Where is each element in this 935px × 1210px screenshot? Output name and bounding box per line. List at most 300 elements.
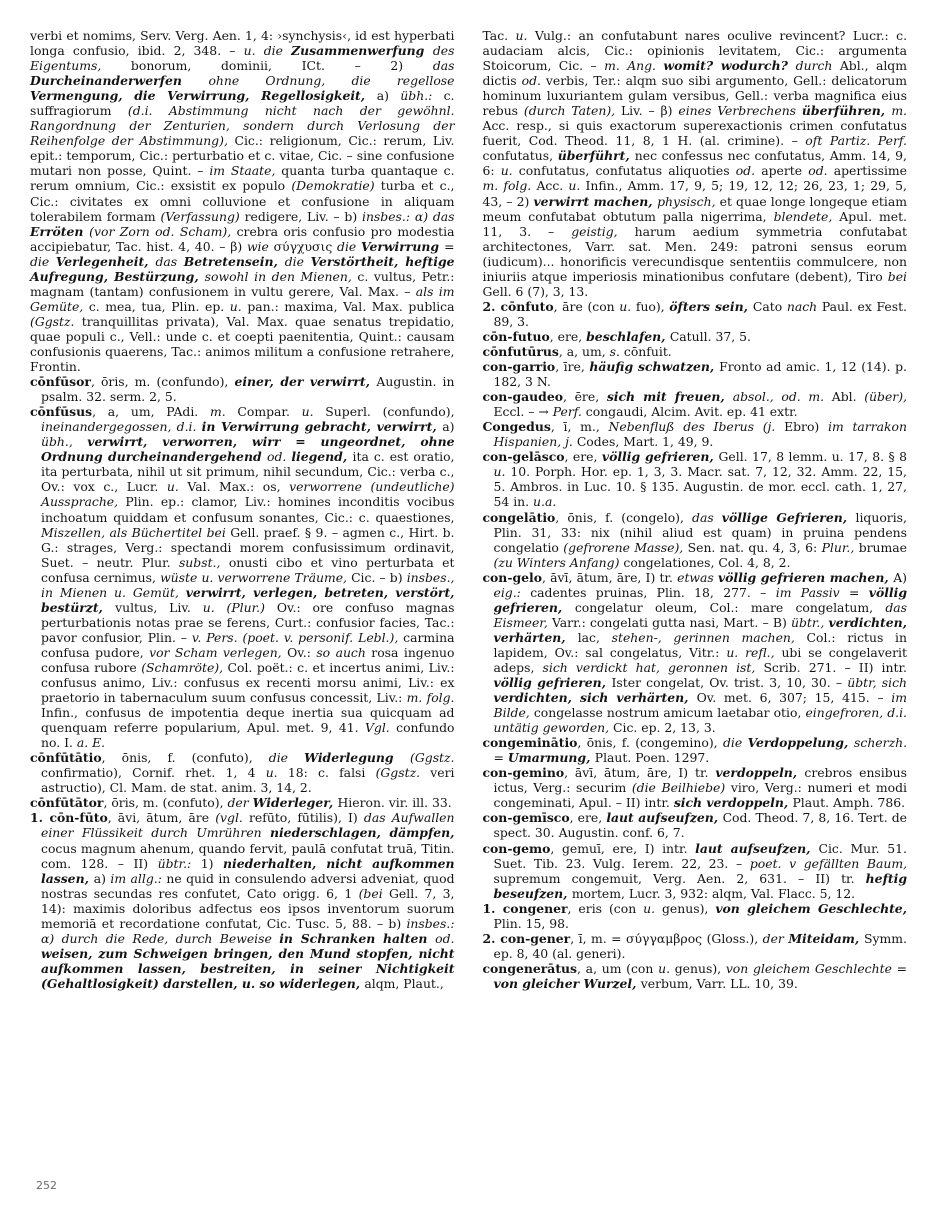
german-gloss: von gleicher Wurzel, bbox=[493, 975, 641, 991]
latin-text: , ōnis, f. (congemino), bbox=[577, 735, 723, 751]
editorial-note: übtr.: bbox=[157, 855, 201, 871]
german-gloss: Durcheinanderwerfen bbox=[30, 73, 209, 89]
editorial-note: durch bbox=[795, 58, 840, 74]
latin-text: Cic.: religionum, Cic.: rerum, Liv. epit.: temporum, Cic.: perturbatio et c. vitae, Cic. – sine confusione mutari non posse, Quint. – bbox=[30, 133, 455, 179]
headword: congelātio bbox=[482, 509, 556, 525]
latin-text: verbi et nomims, Serv. Verg. Aen. 1, 4: ›synchysis‹, id est hyperbati longa confusio, ibid. 2, 348. – bbox=[30, 28, 455, 59]
latin-text: , ī, m., bbox=[550, 419, 609, 435]
editorial-note: das Aufwallen einer Flüssikeit durch Umrühren bbox=[41, 810, 455, 841]
headword: cōnfūsor bbox=[30, 374, 91, 390]
latin-text: congaudi, Alcim. Avit. ep. 41 extr. bbox=[585, 404, 798, 420]
editorial-note: Plur., bbox=[821, 539, 859, 555]
german-gloss: von gleichem Geschlechte, bbox=[715, 900, 907, 916]
latin-text: Infin., confusus de impotentia deque inertia sua quicquam ad quenquam referre popularium, Apul. met. 9, 41. bbox=[41, 705, 455, 736]
latin-text: ubi se congelaverit adeps, bbox=[493, 644, 907, 675]
latin-text: genus), bbox=[674, 960, 726, 976]
editorial-note: od. bbox=[735, 163, 762, 179]
latin-text: Tac. bbox=[482, 28, 516, 43]
editorial-note: Perf. bbox=[552, 404, 586, 420]
editorial-note: (gefrorene Masse), bbox=[563, 539, 688, 555]
editorial-note: sowohl in den Mienen, bbox=[204, 268, 358, 284]
editorial-note: (Ggstz. bbox=[375, 765, 431, 781]
latin-text: confirmatio), Cornif. rhet. 1, 4 bbox=[41, 765, 266, 781]
latin-text: supremum congemuit, Verg. Aen. 2, 631. – II) tr. bbox=[493, 870, 866, 886]
editorial-note: (Ggstz. bbox=[410, 750, 455, 766]
german-gloss: verdichten, verhärten, bbox=[493, 614, 907, 645]
latin-text: Scrib. 271. – II) intr. bbox=[763, 659, 907, 675]
editorial-note: (bei bbox=[358, 885, 390, 901]
editorial-note: physisch, bbox=[657, 193, 720, 209]
editorial-note: (durch Taten), bbox=[523, 103, 621, 119]
german-gloss: verwirrt, verlegen, betreten, verstört, bestürzt, bbox=[41, 584, 455, 615]
editorial-note: im allg.: bbox=[110, 870, 167, 886]
latin-text: redigere, Liv. – b) bbox=[244, 208, 362, 224]
german-gloss: völlige Gefrieren, bbox=[721, 509, 856, 525]
latin-text: Plaut. Poen. 1297. bbox=[594, 750, 710, 766]
headword: Congedus bbox=[482, 419, 551, 435]
latin-text: harum aedium symmetria confutabat architectones, Varr. sat. Men. 249: patroni sensus eorum (iudicum)... honorificis verecundisque sententiis commulcere, non iniuriis atque imperiosis minationibus confutare (debent), Tiro bbox=[482, 223, 907, 284]
german-gloss: Verdoppelung, bbox=[747, 735, 855, 751]
editorial-note: das bbox=[692, 509, 722, 525]
latin-text: Cic. – b) bbox=[351, 569, 407, 585]
latin-text: , āvī, ātum, āre, I) tr. bbox=[541, 569, 678, 585]
german-gloss: Verstörtheit, heftige Aufregung, Bestürzung, bbox=[30, 253, 455, 284]
headword: con-gemo bbox=[482, 840, 551, 856]
greek-text: σύγχυσις bbox=[273, 238, 338, 254]
headword: cōnfūtātio bbox=[30, 750, 102, 766]
editorial-note: (über), bbox=[864, 389, 907, 405]
latin-text: , a, um (con bbox=[577, 960, 659, 976]
latin-text: crebra oris confusio pro modestia accipiebatur, Tac. hist. 4, 40. – β) bbox=[30, 223, 455, 254]
entry-congelo bbox=[483, 570, 908, 736]
german-gloss: verdichten, sich verhärten, bbox=[493, 690, 697, 706]
latin-text: Gell. 17, 8 lemm. u. 17, 8. § 8 bbox=[718, 449, 908, 465]
german-gloss: liegend, bbox=[291, 449, 353, 465]
headword: congenerātus bbox=[482, 960, 578, 976]
editorial-note: im Passiv = bbox=[775, 584, 869, 600]
editorial-note: der bbox=[762, 930, 789, 946]
latin-text: congelationes, Col. 4, 8, 2. bbox=[623, 554, 791, 570]
latin-text: Gell. 7, 3, 14): maximis doloribus adfectus eos ipsos inventorum suorum memoriā et recordatione confutat, Cic. Tusc. 5, 88. – b) bbox=[41, 885, 455, 931]
editorial-note: (zu Winters Anfang) bbox=[493, 554, 624, 570]
entry-confutator bbox=[30, 795, 455, 810]
entry-congeminatio bbox=[483, 735, 908, 765]
german-gloss: öfters sein, bbox=[669, 298, 753, 314]
editorial-note: u. refl., bbox=[726, 644, 782, 660]
latin-text: refūto, fūtilis), I) bbox=[249, 810, 364, 826]
headword: 2. cōnfuto bbox=[482, 298, 554, 314]
editorial-note: (Ggstz. bbox=[30, 313, 82, 329]
german-gloss: Verwirrung bbox=[361, 238, 445, 254]
editorial-note: die bbox=[284, 253, 311, 269]
headword: con-gelo bbox=[482, 569, 542, 585]
latin-text: Apul. met. 11, 3. – bbox=[482, 208, 907, 239]
latin-text: A) bbox=[893, 569, 907, 585]
latin-text: Plaut. Amph. 786. bbox=[792, 795, 906, 811]
latin-text: Vulg.: an confutabunt nares oculive revincent? Lucr.: c. audaciam alcis, Cic.: opinionis levitatem, Cic.: argumenta Stoicorum, Cic. – bbox=[482, 28, 908, 74]
editorial-note: im Staate, bbox=[209, 163, 282, 179]
latin-text: , āre (con bbox=[553, 298, 620, 314]
latin-text: (Gloss.), bbox=[706, 930, 763, 946]
editorial-note: u.a. bbox=[533, 494, 557, 510]
latin-text: Liv. – β) bbox=[620, 103, 679, 119]
latin-text: Superl. (confundo), bbox=[325, 404, 455, 420]
latin-text: cadentes pruinas, Plin. 18, 277. – bbox=[530, 584, 776, 600]
entry-congener-1 bbox=[483, 901, 908, 931]
latin-text: c. suffragiorum bbox=[30, 88, 455, 119]
latin-text: verbum, Varr. LL. 10, 39. bbox=[640, 975, 798, 991]
headword: cōnfūsus bbox=[30, 404, 93, 420]
latin-text: , eris (con bbox=[567, 900, 644, 916]
german-gloss: Erröten bbox=[30, 223, 90, 239]
latin-text: bonorum, dominii, ICt. – 2) bbox=[130, 58, 433, 74]
editorial-note: übtr, sich bbox=[847, 675, 908, 691]
editorial-note: (d.i. Abstimmung nicht nach der gewöhnl. Rangordnung der Zenturien, sondern durch Verlosung der Reihenfolge der Abstimmung), bbox=[30, 103, 455, 149]
latin-text: confutatus, confutatus aliquoties bbox=[518, 163, 736, 179]
editorial-note: od. bbox=[808, 163, 834, 179]
german-gloss: Betretensein, bbox=[183, 253, 285, 269]
editorial-note: eines Verbrechens bbox=[678, 103, 802, 119]
latin-text: verbis, Ter.: alqm suo sibi argumento, Gell.: delicatorum hominum luxuriantem gulam versibus, Gell.: verba magnifica eius rebus bbox=[482, 73, 907, 119]
editorial-note: so auch bbox=[316, 644, 372, 660]
editorial-note: u. bbox=[229, 298, 248, 314]
editorial-note: od. bbox=[435, 930, 455, 946]
german-gloss: in Verwirrung gebracht, verwirrt, bbox=[201, 419, 443, 435]
editorial-note: m. folg. bbox=[406, 690, 455, 706]
german-gloss: beschlafen, bbox=[586, 328, 670, 344]
editorial-note: von gleichem Geschlechte = bbox=[725, 960, 908, 976]
editorial-note: poet. v gefällten Baum, bbox=[749, 855, 908, 871]
entry-congelatio bbox=[483, 510, 908, 570]
latin-text: aperte bbox=[761, 163, 809, 179]
latin-text: cōnfuit. bbox=[623, 343, 672, 359]
latin-text: genus), bbox=[662, 900, 716, 916]
editorial-note: u. bbox=[265, 765, 288, 781]
latin-text: , gemuī, ere, I) intr. bbox=[550, 840, 696, 856]
editorial-note: u. bbox=[166, 479, 188, 495]
entry-congemino bbox=[483, 765, 908, 810]
editorial-note: das Eismeer, bbox=[493, 599, 908, 630]
latin-text: , āvī, ātum, āre, I) tr. bbox=[564, 765, 716, 781]
editorial-note: stehen-, gerinnen machen, bbox=[611, 629, 807, 645]
latin-text: tranquillitas privata), Val. Max. quae senatus trepidatio, quae populi c., Vell.: unde c. et coepti paenitentia, Quint.: causam confusionis quaerens, Tac.: animos militum a confusione retrahere, Frontin. bbox=[30, 313, 455, 375]
latin-text: Varr.: congelati gutta nasi, Mart. – B) bbox=[551, 614, 791, 630]
latin-text: a) bbox=[93, 870, 111, 886]
latin-text: c. mea, tua, Plin. ep. bbox=[88, 298, 230, 314]
latin-text: c. vultus, Petr.: magnam (tantam) confusionem in vultu gerere, Val. Max. – bbox=[30, 268, 455, 299]
latin-text: Ov.: bbox=[287, 644, 317, 660]
german-gloss: womit? wodurch? bbox=[663, 58, 796, 74]
latin-text: 10. Porph. Hor. ep. 1, 3, 3. Macr. sat. 7, 12, 32. Amm. 22, 15, 5. Ambros. in Luc. 10. § 135. Augustin. de mor. eccl. cath. 1, 27, 54 in. bbox=[493, 464, 908, 510]
entry-congemo bbox=[483, 841, 908, 901]
editorial-note: verworrene (undeutliche) Aussprache, bbox=[41, 479, 455, 510]
german-gloss: sich mit freuen, bbox=[606, 389, 733, 405]
editorial-note: u. bbox=[500, 163, 519, 179]
editorial-note: absol., od. m. bbox=[732, 389, 832, 405]
editorial-note: (Schamröte), bbox=[141, 659, 228, 675]
entry-confusio-continued bbox=[30, 28, 455, 374]
entry-confuto-1-continued bbox=[483, 28, 908, 299]
latin-text: cocus magnum ahenum, quando fervit, paulā confutat truā, Titin. com. 128. – II) bbox=[41, 840, 455, 871]
editorial-note: der bbox=[227, 795, 253, 811]
editorial-note: od. bbox=[521, 73, 546, 89]
editorial-note: u. (Plur.) bbox=[202, 599, 277, 615]
editorial-note: das bbox=[432, 58, 455, 74]
german-gloss: völlig gefrieren, bbox=[493, 584, 907, 615]
latin-text: Ov.: ore confuso magnas perturbationis notas prae se ferens, Curt.: confusior facies, Tac.: pavor confusior, Plin. – bbox=[41, 599, 455, 645]
latin-text: , a, um, PAdi. bbox=[92, 404, 210, 420]
editorial-note: m. bbox=[891, 103, 908, 119]
latin-text: 1) bbox=[200, 855, 224, 871]
latin-text: lac, bbox=[577, 629, 612, 645]
editorial-note: u. bbox=[658, 960, 675, 976]
latin-text: , ī, m. = bbox=[570, 930, 627, 946]
headword: con-gaudeo bbox=[482, 389, 563, 405]
editorial-note: die bbox=[268, 750, 305, 766]
entry-confutuo bbox=[483, 329, 908, 344]
latin-text: Augustin. in psalm. 32. serm. 2, 5. bbox=[41, 374, 455, 405]
editorial-note: subst., bbox=[178, 554, 229, 570]
latin-text: onusti cibo et vino perturbata et confusa cernimus, bbox=[41, 554, 455, 585]
german-gloss: Widerlegung bbox=[304, 750, 411, 766]
german-gloss: verdoppeln, bbox=[715, 765, 805, 781]
latin-text: 18: c. falsi bbox=[287, 765, 376, 781]
latin-text: , īre, bbox=[555, 359, 590, 375]
right-column bbox=[483, 28, 908, 1168]
entry-confuturus bbox=[483, 344, 908, 359]
entry-congarrio bbox=[483, 359, 908, 389]
latin-text: confutatus, bbox=[482, 148, 558, 164]
editorial-note: u. bbox=[515, 28, 535, 43]
editorial-note: insbes., in Mienen u. Gemüt, bbox=[41, 569, 455, 600]
latin-text: liquoris, Plin. 31, 33: nix (nihil aliud est quam) in pruina pendens congelatio bbox=[493, 509, 907, 555]
latin-text: Hieron. vir. ill. 33. bbox=[337, 795, 452, 811]
editorial-note: u. die bbox=[243, 43, 292, 59]
german-gloss: völlig gefrieren machen, bbox=[717, 569, 894, 585]
german-gloss: Widerleger, bbox=[252, 795, 338, 811]
editorial-note: übtr., bbox=[790, 614, 829, 630]
latin-text: Cic. ep. 2, 13, 3. bbox=[613, 720, 716, 736]
entry-confuto-1 bbox=[30, 810, 455, 991]
latin-text: Cic. Mur. 51. Suet. Tib. 23. Vulg. Ierem. 22, 23. – bbox=[493, 840, 907, 871]
headword: 1. congener bbox=[482, 900, 568, 916]
latin-text: turba et c., Cic.: civitates ex omni colluvione et confusione in aliquam tolerabilem formam bbox=[30, 178, 455, 224]
editorial-note: des Eigentums, bbox=[30, 43, 455, 74]
latin-text: fuo), bbox=[635, 298, 670, 314]
entry-congelasco bbox=[483, 449, 908, 509]
editorial-note: vor Scham verlegen, bbox=[149, 644, 288, 660]
latin-text: vultus, Liv. bbox=[115, 599, 203, 615]
editorial-note: (vgl. bbox=[215, 810, 249, 826]
latin-text: Eccl. – → bbox=[493, 404, 553, 420]
editorial-note: eig.: bbox=[493, 584, 531, 600]
editorial-note: übh.: bbox=[400, 88, 444, 104]
latin-text: crebros ensibus ictus, Verg.: securim bbox=[493, 765, 908, 796]
latin-text: Acc. resp., si quis exactorum superexactionis crimen confutatus fuerit, Cod. Theod. 11, 8, 1 H. (al. crimine). – bbox=[482, 118, 907, 149]
latin-text: Plin. ep.: clamor, Liv.: homines inconditis vocibus inchoatum quiddam et confusum sonantes, Cic.: c. quaestiones, bbox=[41, 494, 455, 525]
latin-text: Sen. nat. qu. 4, 3, 6: bbox=[687, 539, 822, 555]
german-gloss: völlig gefrieren, bbox=[601, 449, 719, 465]
german-gloss: laut aufseufzen, bbox=[606, 810, 723, 826]
latin-text: , āvi, ātum, āre bbox=[107, 810, 216, 826]
latin-text: Plin. 15, 98. bbox=[493, 915, 569, 931]
latin-text: Cod. Theod. 7, 8, 16. Tert. de spect. 30. Augustin. conf. 6, 7. bbox=[493, 810, 908, 841]
german-gloss: Vermengung, die Verwirrung, Regellosigkeit, bbox=[30, 88, 377, 104]
editorial-note: m. folg. bbox=[482, 178, 537, 194]
latin-text: rosa ingenuo confusa rubore bbox=[41, 644, 455, 675]
editorial-note: (Demokratie) bbox=[291, 178, 381, 194]
editorial-note: scherzh. = bbox=[493, 735, 908, 766]
latin-text: confundo no. I. bbox=[41, 720, 455, 751]
latin-text: Acc. bbox=[536, 178, 569, 194]
editorial-note: das bbox=[155, 253, 184, 269]
entry-congeneratus bbox=[483, 961, 908, 991]
headword: cōnfūtātor bbox=[30, 795, 104, 811]
latin-text: Ister congelat, Ov. trist. 3, 10, 30. – bbox=[611, 675, 848, 691]
german-gloss: niederhalten, nicht aufkommen lassen, bbox=[41, 855, 455, 886]
editorial-note: eingefroren, d.i. untätig geworden, bbox=[493, 705, 907, 736]
entry-congemisco bbox=[483, 810, 908, 840]
two-column-body bbox=[30, 28, 907, 1168]
german-gloss: überführen, bbox=[801, 103, 892, 119]
editorial-note: od. bbox=[266, 449, 292, 465]
editorial-note: im Bilde, bbox=[493, 690, 907, 721]
german-gloss: einer, der verwirrt, bbox=[234, 374, 377, 390]
headword: con-gemino bbox=[482, 765, 565, 781]
editorial-note: Nebenfluß des Iberus (j. bbox=[608, 419, 785, 435]
headword: con-gelāsco bbox=[482, 449, 565, 465]
headword: cōnfutūrus bbox=[482, 343, 559, 359]
latin-text: nec confessus nec confutatus, Amm. 14, 9, 6: bbox=[482, 148, 907, 179]
headword: congeminātio bbox=[482, 735, 578, 751]
latin-text: mortem, Lucr. 3, 932: alqm, Val. Flacc. 5, 12. bbox=[571, 885, 856, 901]
german-gloss: in Schranken halten bbox=[279, 930, 436, 946]
latin-text: Ebro) bbox=[784, 419, 828, 435]
latin-text: quanta turba quantaque c. rerum omnium, Cic.: exsistit ex populo bbox=[30, 163, 455, 194]
editorial-note: u. bbox=[568, 178, 586, 194]
latin-text: et quae longe longeque etiam meum confutabat obtutum palla nigerrima, bbox=[482, 193, 907, 224]
entry-confuto-2 bbox=[483, 299, 908, 329]
latin-text: veri astructio), Cl. Mam. de stat. anim. 3, 14, 2. bbox=[41, 765, 455, 796]
latin-text: brumae bbox=[858, 539, 907, 555]
editorial-note: ineinandergegossen, d.i. bbox=[41, 419, 202, 435]
latin-text: ita c. est oratio, ita perturbata, nihil ut sit primum, nihil secundum, Cic.: verba c., Ov.: vox c., Lucr. bbox=[41, 449, 455, 495]
editorial-note: a. E. bbox=[76, 735, 106, 751]
editorial-note: u. bbox=[619, 298, 636, 314]
german-gloss: verwirrt machen, bbox=[533, 193, 658, 209]
editorial-note: nach bbox=[786, 298, 822, 314]
latin-text: alqm, Plaut., bbox=[364, 975, 444, 991]
german-gloss: weisen, zum Schweigen bringen, den Mund stopfen, nicht aufkommen lassen, bestreiten, in seiner Nichtigkeit (Gehaltlosigkeit) darstellen, u. so widerlegen, bbox=[41, 945, 455, 991]
editorial-note: wüste u. verworrene Träume, bbox=[160, 569, 352, 585]
headword: 2. con-gener bbox=[482, 930, 571, 946]
latin-text: apertissime bbox=[833, 163, 907, 179]
editorial-note: Miszellen, als Büchertitel bei bbox=[41, 524, 231, 540]
editorial-note: insbes.: α) das bbox=[361, 208, 455, 224]
latin-text: , ōnis, f. (congelo), bbox=[555, 509, 693, 525]
editorial-note: als im Gemüte, bbox=[30, 283, 455, 314]
editorial-note: m. bbox=[209, 404, 238, 420]
latin-text: , ōris, m. (confuto), bbox=[103, 795, 228, 811]
entry-congener-2 bbox=[483, 931, 908, 961]
entry-confutatio bbox=[30, 750, 455, 795]
latin-text: , ōris, m. (confundo), bbox=[90, 374, 235, 390]
german-gloss: niederschlagen, dämpfen, bbox=[269, 825, 455, 841]
german-gloss: überführt, bbox=[557, 148, 635, 164]
editorial-note: die bbox=[722, 735, 748, 751]
latin-text: ne quid in consulendo adversi adveniat, quod nostras secundas res confutet, Cato origg. 6, 1 bbox=[41, 870, 455, 901]
latin-text: Infin., Amm. 17, 9, 5; 19, 12, 12; 26, 23, 1; 29, 5, 43, – 2) bbox=[482, 178, 907, 209]
entry-confusor bbox=[30, 374, 455, 404]
editorial-note: ohne Ordnung, die regellose bbox=[208, 73, 455, 89]
latin-text: congelatur oleum, Col.: mare congelatum, bbox=[574, 599, 886, 615]
page-number: 252 bbox=[36, 1179, 57, 1192]
editorial-note: übh., bbox=[41, 434, 88, 450]
latin-text: carmina confusa pudore, bbox=[41, 629, 455, 660]
latin-text: Cato bbox=[752, 298, 787, 314]
latin-text: , ēre, bbox=[562, 389, 607, 405]
latin-text: , ere, bbox=[564, 449, 602, 465]
editorial-note: u. bbox=[493, 464, 511, 480]
german-gloss: sich verdoppeln, bbox=[673, 795, 793, 811]
editorial-note: blendete, bbox=[773, 208, 840, 224]
german-gloss: Miteidam, bbox=[788, 930, 865, 946]
editorial-note: (die Beilhiebe) bbox=[631, 780, 731, 796]
editorial-note: Vgl. bbox=[364, 720, 397, 736]
latin-text: Fronto ad amic. 1, 12 (14). p. 182, 3 N. bbox=[493, 359, 907, 390]
left-column bbox=[30, 28, 455, 1168]
latin-text: Codes, Mart. 1, 49, 9. bbox=[576, 434, 714, 450]
editorial-note: (Verfassung) bbox=[160, 208, 245, 224]
greek-text: σύγγαμβρος bbox=[626, 930, 707, 946]
latin-text: , ōnis, f. (confuto), bbox=[101, 750, 269, 766]
german-gloss: völlig gefrieren, bbox=[493, 675, 612, 691]
latin-text: Val. Max.: os, bbox=[187, 479, 290, 495]
latin-text: Catull. 37, 5. bbox=[669, 328, 751, 344]
editorial-note: die bbox=[337, 238, 361, 254]
headword: 1. cōn-fūto bbox=[30, 810, 108, 826]
editorial-note: wie bbox=[246, 238, 274, 254]
editorial-note: s. bbox=[609, 343, 624, 359]
latin-text: , ere, bbox=[549, 328, 587, 344]
headword: cōn-futuo bbox=[482, 328, 550, 344]
latin-text: Compar. bbox=[237, 404, 302, 420]
latin-text: , ere, bbox=[569, 810, 607, 826]
editorial-note: (vor Zorn od. Scham), bbox=[89, 223, 237, 239]
entry-confusus bbox=[30, 404, 455, 750]
latin-text: pan.: maxima, Val. Max. publica bbox=[247, 298, 455, 314]
editorial-note: im tarrakon Hispanien, j. bbox=[493, 419, 907, 450]
editorial-note: m. Ang. bbox=[604, 58, 664, 74]
latin-text: a) bbox=[376, 88, 401, 104]
german-gloss: laut aufseufzen, bbox=[695, 840, 819, 856]
headword: con-gemīsco bbox=[482, 810, 570, 826]
editorial-note: insbes.: α) durch die Rede, durch Beweise bbox=[41, 915, 455, 946]
latin-text: Gell. 6 (7), 3, 13. bbox=[482, 283, 589, 299]
latin-text: Abl. bbox=[831, 389, 865, 405]
german-gloss: verwirrt, verworren, wirr = ungeordnet, ohne Ordnung durcheinandergehend bbox=[41, 434, 455, 465]
headword: con-garrio bbox=[482, 359, 556, 375]
latin-text: Col. poët.: c. et incertus animi, Liv.: confusus animo, Liv.: confusus ex recenti morsu animi, Liv.: ex praetorio in tabernaculum suum confusus concessit, Liv.: bbox=[41, 659, 455, 706]
editorial-note: u. bbox=[301, 404, 326, 420]
entry-congedus bbox=[483, 419, 908, 449]
latin-text: Symm. ep. 8, 40 (al. generi). bbox=[493, 930, 907, 961]
latin-text: Col.: rictus in lapidem, Ov.: sal congelatus, Vitr.: bbox=[493, 629, 908, 660]
editorial-note: v. Pers. (poet. v. personif. Lebl.), bbox=[191, 629, 404, 645]
editorial-note: geistig, bbox=[571, 223, 635, 239]
latin-text: congelasse nostrum amicum laetabar otio, bbox=[533, 705, 806, 721]
german-gloss: Zusammenwerfung bbox=[291, 43, 433, 59]
